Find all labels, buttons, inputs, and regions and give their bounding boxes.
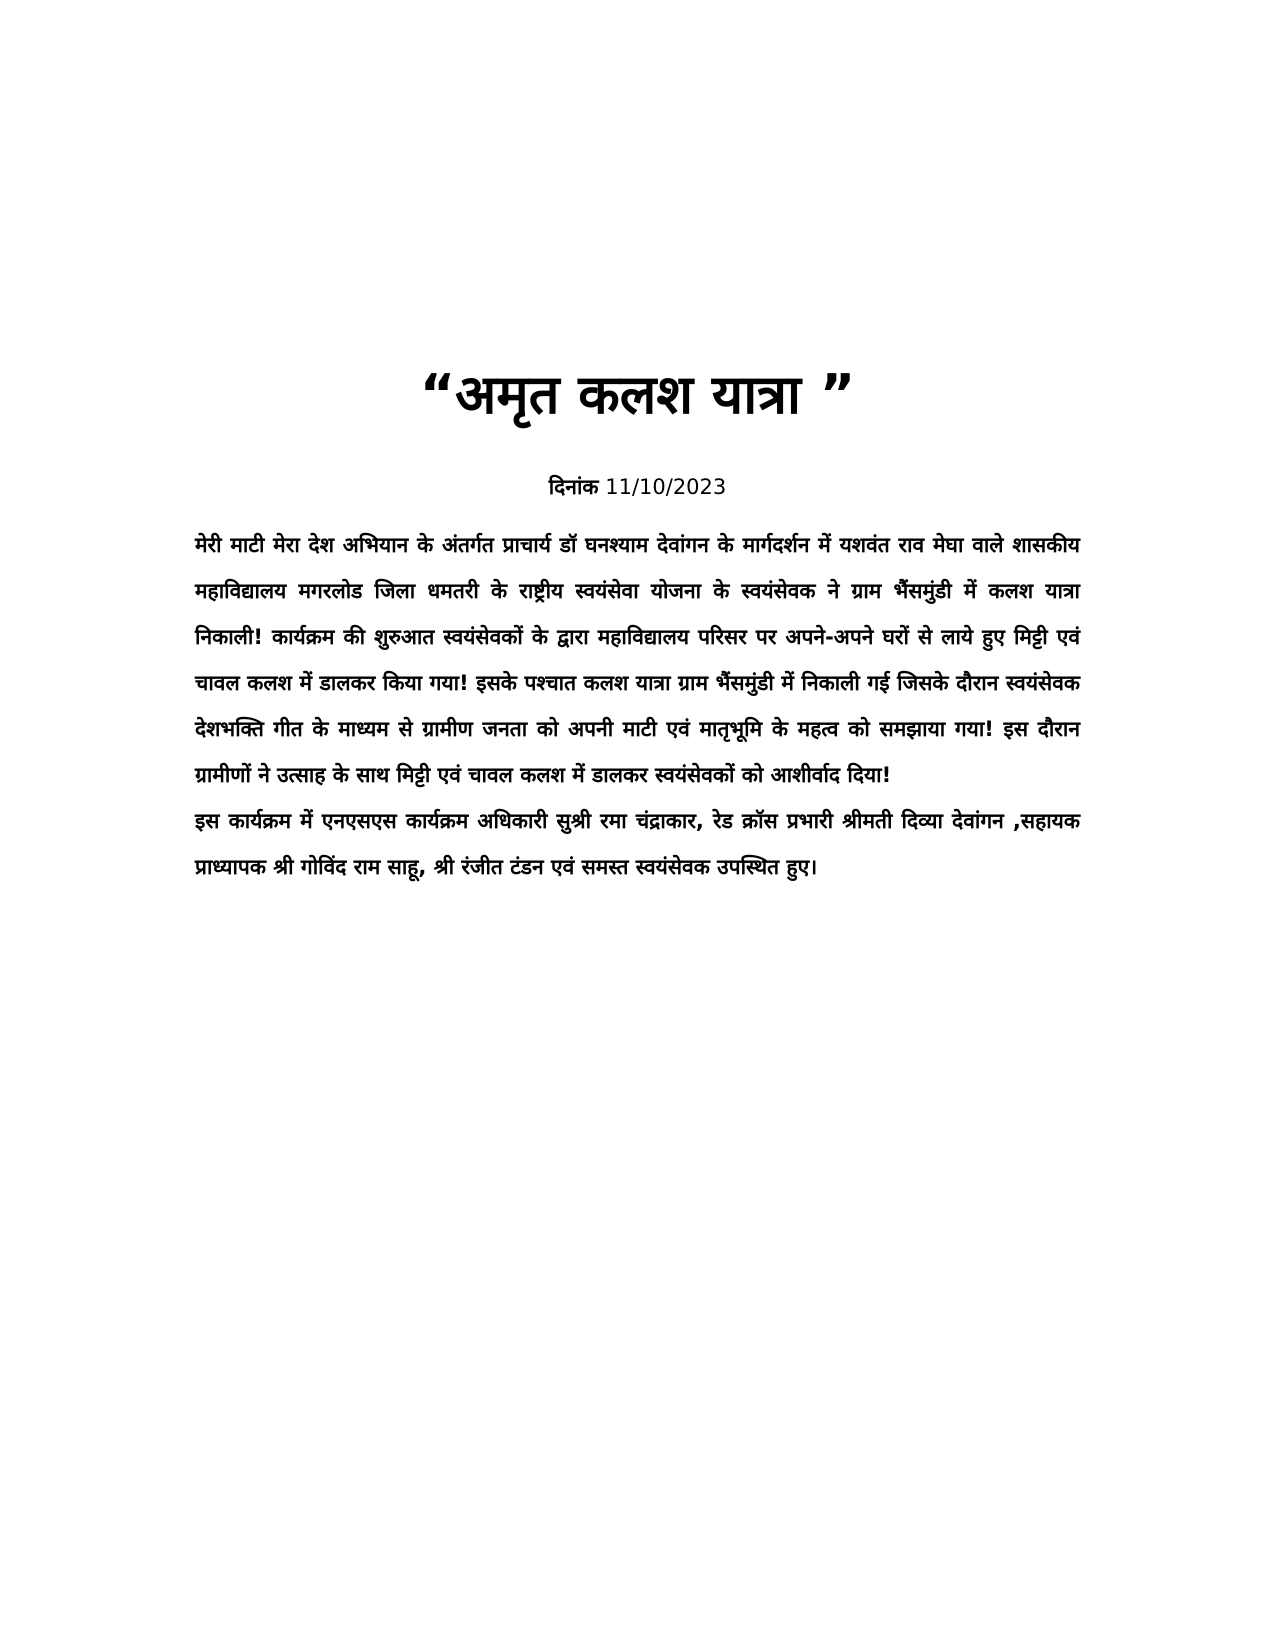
date-label: दिनांक	[548, 475, 599, 499]
document-title: “अमृत कलश यात्रा ”	[419, 363, 856, 426]
body-text	[195, 522, 1080, 890]
paragraph-attendees: इस कार्यक्रम में एनएसएस कार्यक्रम अधिकारी सुश्री रमा चंद्राकार, रेड क्रॉस प्रभारी श्रीमती दिव्या देवांगन ,सहायक प्राध्यापक श्री गोविंद राम साहू, श्री रंजीत टंडन एवं समस्त स्वयंसेवक उपस्थित हुए।	[195, 809, 1080, 879]
paragraph-event-description: मेरी माटी मेरा देश अभियान के अंतर्गत प्राचार्य डॉ घनश्याम देवांगन के मार्गदर्शन में यशवंत राव मेघा वाले शासकीय महाविद्यालय मगरलोड जिला धमतरी के राष्ट्रीय स्वयंसेवा योजना के स्वयंसेवक ने ग्राम भैंसमुंडी में कलश यात्रा निकाली! कार्यक्रम की शुरुआत स्वयंसेवकों के द्वारा महाविद्यालय परिसर पर अपने-अपने घरों से लाये हुए मिट्टी एवं चावल कलश में डालकर किया गया! इसके पश्चात कलश यात्रा ग्राम भैंसमुंडी में निकाली गई जिसके दौरान स्वयंसेवक देशभक्ति गीत के माध्यम से ग्रामीण जनता को अपनी माटी एवं मातृभूमि के महत्व को समझाया गया! इस दौरान ग्रामीणों ने उत्साह के साथ मिट्टी एवं चावल कलश में डालकर स्वयंसेवकों को आशीर्वाद दिया!	[195, 533, 1080, 787]
date-line	[0, 472, 1275, 502]
date-value: 11/10/2023	[605, 475, 727, 499]
